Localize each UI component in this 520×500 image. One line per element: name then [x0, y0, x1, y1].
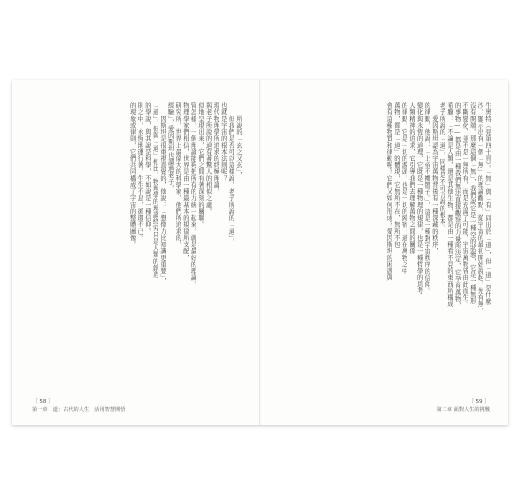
text-column: 研究所，世界上最偉大的科學家，他們所追求的， [174, 102, 182, 248]
page-number: 〔 58 〕 [32, 399, 54, 405]
text-column: 萬物，都是「道」的體現，它無所不在，無所不包 [392, 102, 400, 248]
text-column [377, 102, 385, 388]
text-column: 經驗」，愛因斯坦也讀過老子， [166, 102, 174, 192]
right-page [261, 80, 508, 425]
text-column: 物理學家們相信，世界是由一種最基本的規律所支配， [181, 102, 189, 261]
running-head: 第一章 道：古代的人生 活用智慧開悟 [32, 407, 126, 413]
text-column: 生奧特（見第四十頁）。「無」與「有」同出於「道」，但「道」是什麼 [484, 102, 491, 305]
text-column: 沙，顯示出有一個「無」的理論觀點，從宇宙的最初開始說起，先有無， [476, 102, 484, 314]
text-column: 會有這種物質和律動呢？它們又如何形成？愛因斯坦的困惑與 [385, 102, 393, 281]
text-column: 「道」，但與「道」相比，物理學的理論終究只是人類的創造 [151, 102, 159, 278]
text-column: 變化與永恆的道理，它既是一種物理的規律，也是一種哲學的思考 [415, 102, 423, 294]
book-spread [12, 80, 508, 425]
text-column: 不斷變化，並不是一無所有，而是充滿了可能，宇宙萬物皆由此而生。 [461, 102, 469, 308]
left-page-text [32, 102, 242, 388]
text-column: 但我們是否可以這樣說，老子所說的「道」， [227, 102, 235, 245]
text-column: 似地呈現出來，它們之間有著深刻的關聯。 [197, 102, 205, 228]
text-column: 現代物理學所追求的終極理論， [212, 102, 220, 195]
text-column: 的學說，與其說是科學，不如說是一種信仰。 [143, 102, 151, 235]
text-column: 的現象或律則，它們共同構成了宇宙的整體圖像。 [128, 102, 136, 248]
text-column: 愛因斯坦認為宇宙萬物背後有一種深藏的秩序， [430, 102, 438, 255]
text-column: 因斯坦是很重視直覺的，他說：「想像力比知識更重要」， [159, 102, 167, 285]
page-number: 〔 59 〕 [468, 399, 490, 405]
text-column: 人類精神的追求，它引導我們去理解萬物之間的關係 [408, 102, 416, 255]
text-column: 希臘：「不論是人類，還是其他生物，都是由一種看不見的東西所構成 [446, 102, 454, 308]
left-page [12, 80, 259, 425]
text-column: 的律動，它是一切的源頭，也是一切的歸宿，道在萬物之中 [400, 102, 408, 275]
running-head: 第二章 面對人生的挑戰 [436, 407, 490, 413]
text-column: 的律動，他說：「上帝不擲骰子。」，這是一種對宇宙秩序的信仰。 [423, 102, 431, 295]
text-column: 則之中，永恆地運行著，生生不息，循環不已。 [136, 102, 144, 242]
text-column: 也就是宇宙的根本法則呢？ [219, 102, 227, 182]
text-column: 所說的「玄之又玄」， [235, 102, 242, 179]
text-column: 的事物——都是由一種我們無法直接觀察的力量所決定，它孕育萬物， [453, 102, 461, 309]
text-column: 沒有開端。那麼這個「無」，我們說它是一種空的狀態，它是一種無形 [468, 102, 476, 305]
text-column: 老子所說的「道」，同樣是不可言說的根本。 [438, 102, 446, 232]
text-column: 管怎樣，一個理論能夠把所有的力統一起來，就是最好的理論。 [189, 102, 197, 288]
right-page-text [277, 102, 491, 388]
text-column: 與老子所說的道有著驚人的相似之處。 [204, 102, 212, 215]
